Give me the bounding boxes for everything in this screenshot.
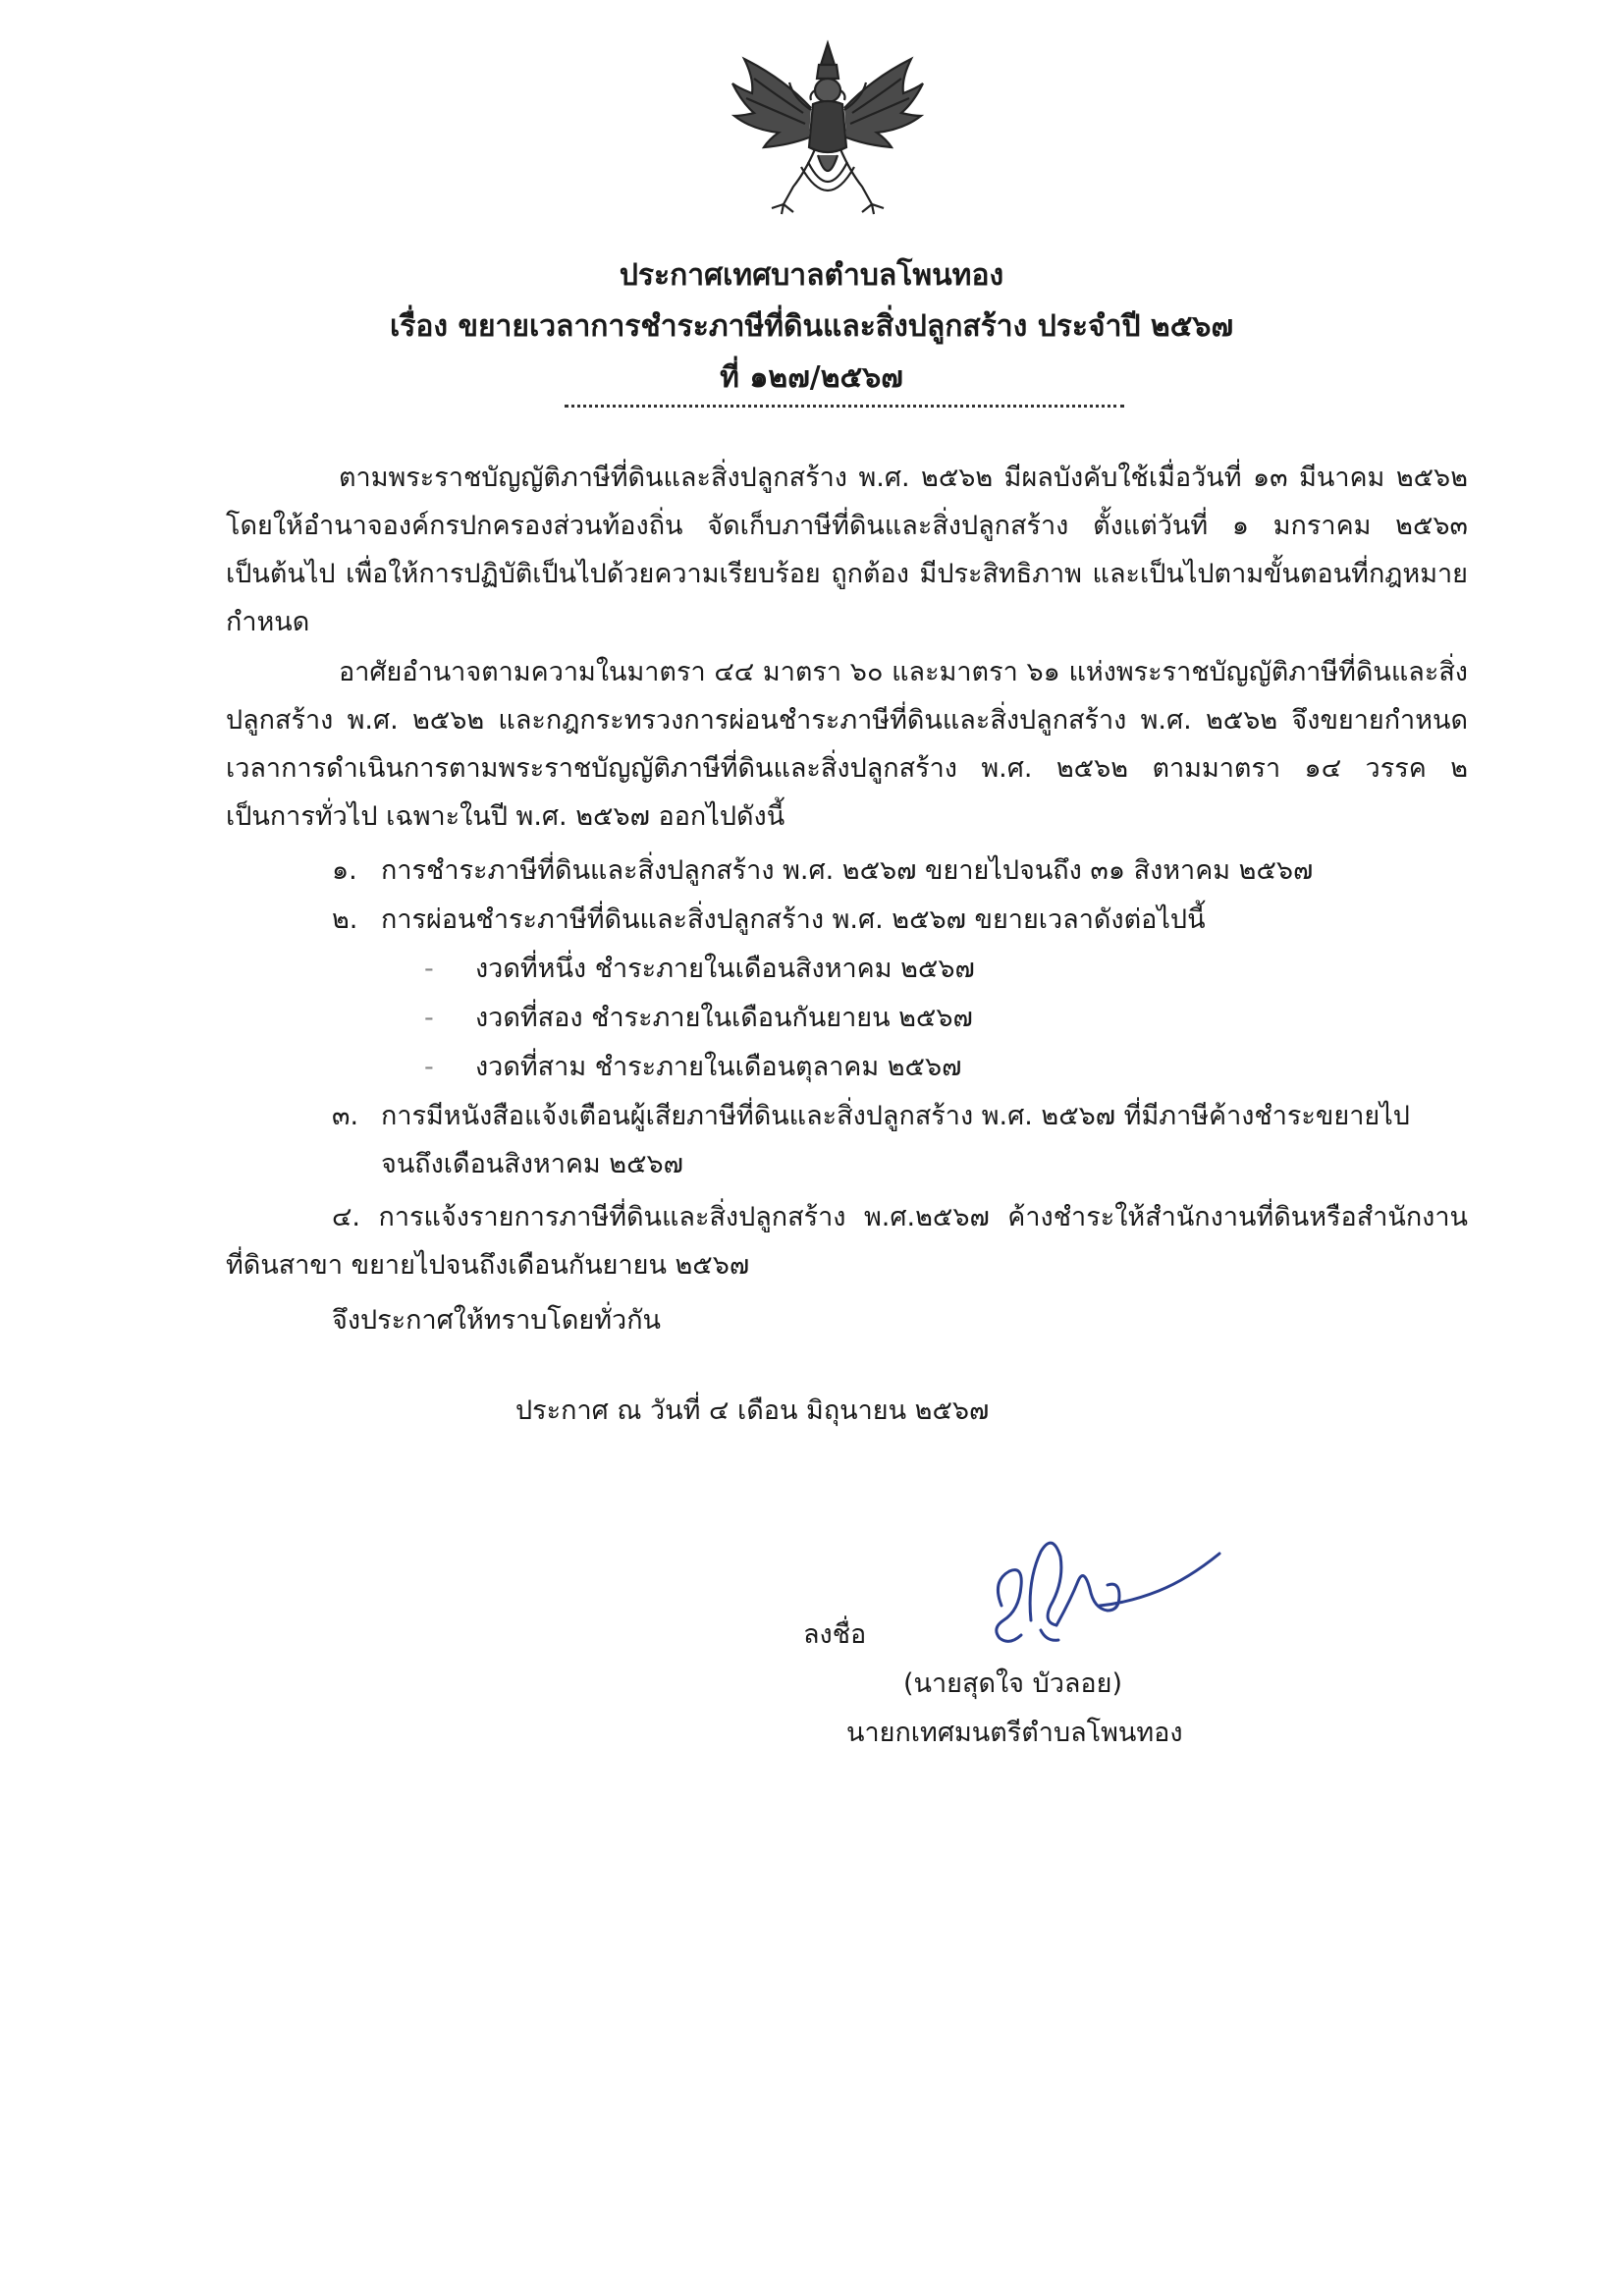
bullet-dash: -: [424, 1052, 434, 1082]
list-item-number: ๓.: [332, 1101, 359, 1131]
list-item-3: [332, 1092, 1466, 1179]
handwritten-signature: [962, 1512, 1237, 1669]
signature-label: ลงชื่อ: [803, 1619, 867, 1650]
list-item-text: การผ่อนชำระภาษีที่ดินและสิ่งปลูกสร้าง พ.ศ. ๒๕๖๗ ขยายเวลาดังต่อไปนี้: [381, 904, 1206, 935]
announcement-number: ที่ ๑๒๗/๒๕๖๗: [720, 360, 903, 395]
installment-1: [424, 945, 975, 993]
list-item-text: การมีหนังสือแจ้งเตือนผู้เสียภาษีที่ดินและสิ่งปลูกสร้าง พ.ศ. ๒๕๖๗ ที่มีภาษีค้างชำระขยายไป: [381, 1101, 1410, 1131]
body-paragraph-2: อาศัยอำนาจตามความในมาตรา ๔๔ มาตรา ๖๐ และมาตรา ๖๑ แห่งพระราชบัญญัติภาษีที่ดินและสิ่งปลูกสร้าง พ.ศ. ๒๕๖๒ และกฎกระทรวงการผ่อนชำระภาษีที่ดินและสิ่งปลูกสร้าง พ.ศ. ๒๕๖๒ จึงขยายกำหนดเวลาการดำเนินการตามพระราชบัญญัติภาษีที่ดินและสิ่งปลูกสร้าง พ.ศ. ๒๕๖๒ ตามมาตรา ๑๔ วรรค ๒ เป็นการทั่วไป เฉพาะในปี พ.ศ. ๒๕๖๗ ออกไปดังนี้: [226, 657, 1468, 832]
dotted-divider: [565, 405, 1124, 408]
installment-2: [424, 994, 973, 1042]
closing-statement: จึงประกาศให้ทราบโดยทั่วกัน: [332, 1305, 661, 1336]
list-item-text-continued: จนถึงเดือนสิงหาคม ๒๕๖๗: [381, 1149, 683, 1179]
signatory-name: (นายสุดใจ บัวลอย): [903, 1668, 1122, 1699]
installment-text: งวดที่สาม ชำระภายในเดือนตุลาคม ๒๕๖๗: [475, 1052, 962, 1082]
announcement-subject: เรื่อง ขยายเวลาการชำระภาษีที่ดินและสิ่งปลูกสร้าง ประจำปี ๒๕๖๗: [389, 309, 1234, 344]
bullet-dash: -: [424, 1003, 434, 1033]
list-item-4: ๔. การแจ้งรายการภาษีที่ดินและสิ่งปลูกสร้าง พ.ศ.๒๕๖๗ ค้างชำระให้สำนักงานที่ดินหรือสำนักงานที่ดินสาขา ขยายไปจนถึงเดือนกันยายน ๒๕๖๗: [226, 1202, 1468, 1281]
announcement-date: ประกาศ ณ วันที่ ๔ เดือน มิถุนายน ๒๕๖๗: [515, 1395, 990, 1426]
garuda-emblem-icon: [725, 39, 931, 216]
list-item-number: ๑.: [332, 855, 357, 886]
body-paragraph-1: ตามพระราชบัญญัติภาษีที่ดินและสิ่งปลูกสร้าง พ.ศ. ๒๕๖๒ มีผลบังคับใช้เมื่อวันที่ ๑๓ มีนาคม ๒๕๖๒ โดยให้อำนาจองค์กรปกครองส่วนท้องถิ่น จัดเก็บภาษีที่ดินและสิ่งปลูกสร้าง ตั้งแต่วันที่ ๑ มกราคม ๒๕๖๓ เป็นต้นไป เพื่อให้การปฏิบัติเป็นไปด้วยความเรียบร้อย ถูกต้อง มีประสิทธิภาพ และเป็นไปตามขั้นตอนที่กฎหมายกำหนด: [226, 463, 1468, 637]
announcement-title: ประกาศเทศบาลตำบลโพนทอง: [619, 258, 1004, 293]
installment-text: งวดที่หนึ่ง ชำระภายในเดือนสิงหาคม ๒๕๖๗: [475, 954, 975, 984]
installment-text: งวดที่สอง ชำระภายในเดือนกันยายน ๒๕๖๗: [475, 1003, 973, 1033]
list-item-number: ๒.: [332, 904, 358, 935]
bullet-dash: -: [424, 954, 434, 984]
signatory-title: นายกเทศมนตรีตำบลโพนทอง: [846, 1718, 1183, 1748]
installment-3: [424, 1043, 961, 1091]
list-item-text: การชำระภาษีที่ดินและสิ่งปลูกสร้าง พ.ศ. ๒๕๖๗ ขยายไปจนถึง ๓๑ สิงหาคม ๒๕๖๗: [381, 855, 1314, 886]
